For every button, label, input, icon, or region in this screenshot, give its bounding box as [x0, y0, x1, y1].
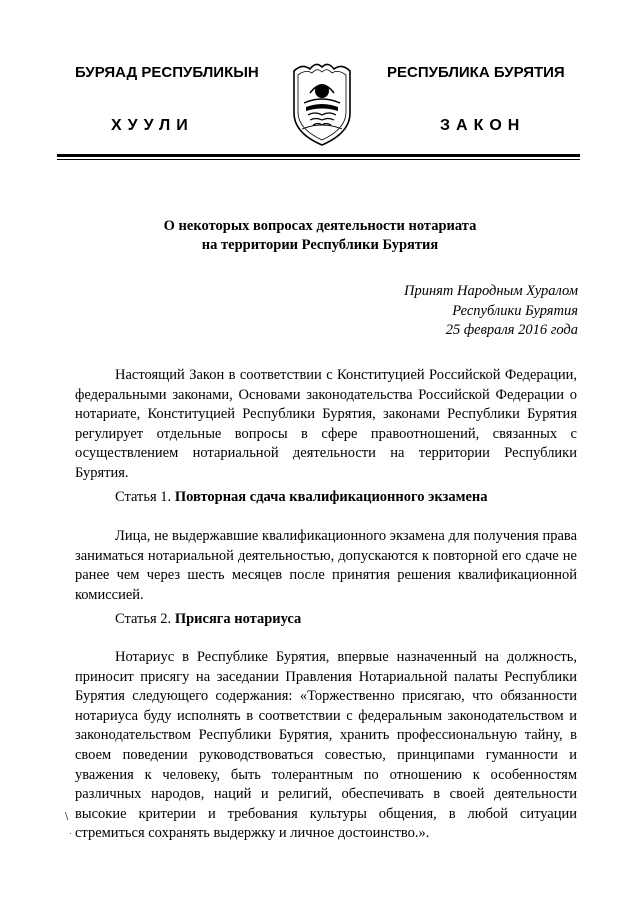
article-1-title: Повторная сдача квалификационного экзамена: [174, 489, 488, 505]
law-title-line-2: на территории Республики Бурятия: [201, 237, 439, 253]
article-2-title: Присяга нотариуса: [174, 611, 302, 627]
header-rule-thin: [57, 159, 580, 160]
header-rule-thick: [57, 154, 580, 157]
header-khuuli: ХУУЛИ: [111, 117, 194, 134]
adoption-date: 25 февраля 2016 года: [445, 322, 578, 338]
scan-artifact-mark: ∖: [63, 812, 70, 823]
law-title-line-1: О некоторых вопросах деятельности нотариата: [163, 218, 477, 234]
article-2-heading: [115, 611, 301, 628]
article-1-heading: [115, 489, 488, 506]
article-2-prefix: Статья 2.: [115, 611, 172, 627]
preamble-paragraph: Настоящий Закон в соответствии с Конституцией Российской Федерации, федеральными законами, Основами законодательства Российской Федерации о нотариате, Конституцией Республики Бурятия, законами Республики Бурятия регулирует отдельные вопросы в сфере правоотношений, связанных с осуществлением нотариальной деятельности на территории Республики Бурятия.: [75, 367, 577, 481]
adoption-note-line-2: Республики Бурятия: [452, 302, 578, 319]
law-title: [60, 217, 580, 255]
scan-artifact-mark: ·: [69, 828, 73, 839]
article-1-text: Лица, не выдержавшие квалификационного экзамена для получения права заниматься нотариальной деятельностью, допускаются к повторной его сдаче не ранее чем через шесть месяцев после принятия решения квалификационной комиссией.: [75, 528, 577, 603]
article-2-text: Нотариус в Республике Бурятия, впервые назначенный на должность, приносит присягу на заседании Правления Нотариальной палаты Республики Бурятия следующего содержания: «Торжественно присягаю, что обязанности нотариуса буду исполнять в соответствии с федеральным законодательством и законодательством Республики Бурятия, хранить профессиональную тайну, в своем поведении руководствоваться совестью, принципами гуманности и уважения к человеку, быть толерантным по отношению к особенностям различных народов, наций и религий, обеспечивать в своей деятельности высокие критерии и требования культуры общения, в любой ситуации стремиться сохранять выдержку и личное достоинство.».: [75, 649, 577, 842]
adoption-note: [404, 282, 578, 341]
adoption-note-line-1: Принят Народным Хуралом: [403, 283, 578, 299]
article-1-prefix: Статья 1.: [115, 489, 172, 505]
header-republic-buryatia: РЕСПУБЛИКА БУРЯТИЯ: [387, 64, 565, 81]
header-buryat-republic: БУРЯАД РЕСПУБЛИКЫН: [75, 64, 259, 81]
coat-of-arms-icon: [288, 61, 356, 147]
header-zakon: ЗАКОН: [440, 117, 526, 134]
